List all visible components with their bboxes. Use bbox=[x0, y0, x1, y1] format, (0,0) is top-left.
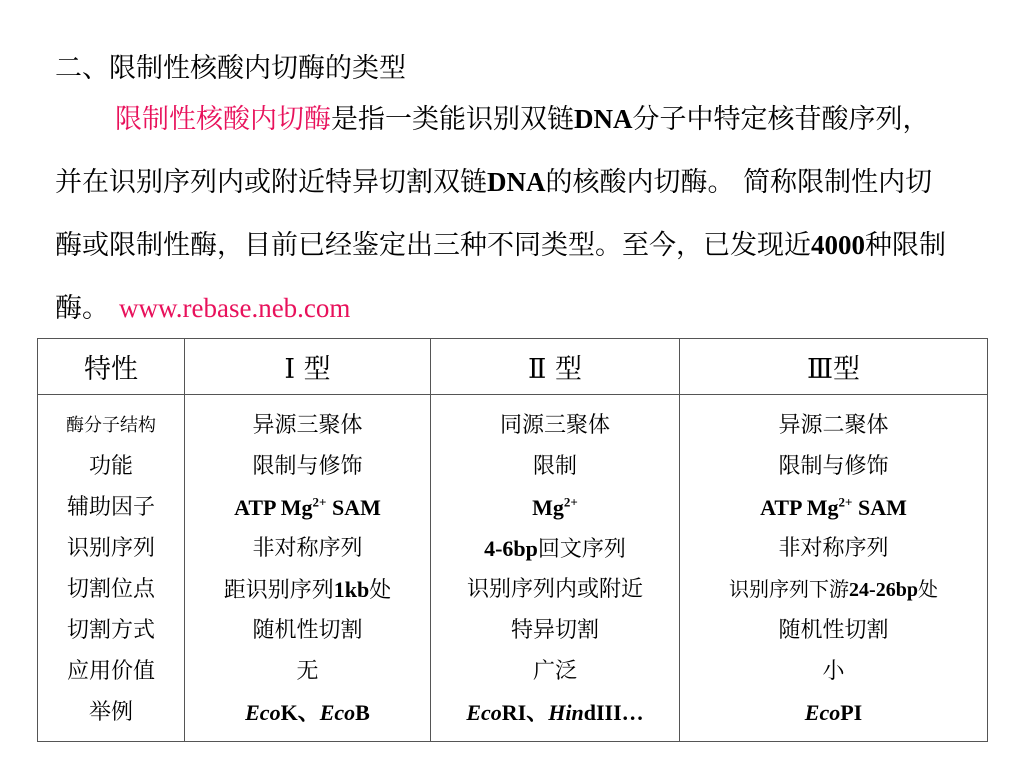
property-label: 举例 bbox=[88, 700, 133, 725]
type-2-column bbox=[431, 395, 680, 742]
type-3-example: EcoPI bbox=[804, 700, 863, 725]
type-2-structure: 同源三聚体 bbox=[499, 413, 610, 438]
header-type-3: Ⅲ型 bbox=[680, 339, 988, 395]
intro-dna-1: DNA bbox=[574, 104, 633, 134]
table-header-row bbox=[38, 339, 988, 395]
type-3-column bbox=[680, 395, 988, 742]
type-3-recognition: 非对称序列 bbox=[778, 536, 889, 561]
intro-dna-2: DNA bbox=[487, 167, 546, 197]
type-1-structure: 异源三聚体 bbox=[252, 413, 363, 438]
table-body-row bbox=[38, 395, 988, 742]
type-1-cleavage: 随机性切割 bbox=[252, 618, 363, 643]
type-2-cofactor: $Mg^{2+}$ bbox=[532, 494, 578, 520]
property-label: 识别序列 bbox=[66, 536, 155, 561]
rebase-link[interactable]: www.rebase.neb.com bbox=[119, 293, 351, 323]
type-3-structure: 异源二聚体 bbox=[778, 413, 889, 438]
intro-paragraph bbox=[55, 88, 955, 340]
type-1-examples: EcoK、EcoB bbox=[245, 700, 370, 725]
intro-text-4: 种限制酶。 bbox=[55, 230, 946, 324]
type-3-cofactor: ATP $Mg^{2+}$ SAM bbox=[760, 494, 907, 520]
section-heading: 二、限制性核酸内切酶的类型 bbox=[55, 53, 406, 84]
type-1-cofactor: ATP $Mg^{2+}$ SAM bbox=[234, 494, 381, 520]
type-1-value: 无 bbox=[296, 659, 319, 684]
property-label: 应用价值 bbox=[66, 659, 155, 684]
type-2-site: 识别序列内或附近 bbox=[466, 577, 643, 602]
type-1-recognition: 非对称序列 bbox=[252, 536, 363, 561]
intro-text-2: 分子中特定核苷酸序列，并在识别序列内或附近特异切割双链 bbox=[55, 104, 930, 198]
enzyme-count: 4000 bbox=[811, 230, 865, 260]
type-2-examples: EcoRI、HindIII… bbox=[466, 700, 644, 725]
header-type-1: Ⅰ 型 bbox=[185, 339, 431, 395]
header-type-2: Ⅱ 型 bbox=[431, 339, 680, 395]
type-3-value: 小 bbox=[822, 659, 845, 684]
type-3-function: 限制与修饰 bbox=[778, 454, 889, 479]
type-2-recognition: 4-6bp回文序列 bbox=[484, 536, 626, 562]
type-2-function: 限制 bbox=[532, 454, 577, 479]
type-1-column bbox=[185, 395, 431, 742]
intro-text-3: 的核酸内切酶。 简称限制性内切酶或限制性酶，目前已经鉴定出三种不同类型。至今，已发现近 bbox=[55, 167, 933, 261]
type-2-value: 广泛 bbox=[532, 659, 577, 684]
highlighted-term: 限制性核酸内切酶 bbox=[115, 104, 331, 135]
property-column bbox=[38, 395, 185, 742]
property-label: 功能 bbox=[88, 454, 133, 479]
header-property: 特性 bbox=[38, 339, 185, 395]
property-label: 辅助因子 bbox=[66, 495, 155, 520]
type-3-cleavage: 随机性切割 bbox=[778, 618, 889, 643]
type-2-cleavage: 特异切割 bbox=[510, 618, 599, 643]
property-label: 切割位点 bbox=[66, 577, 155, 602]
type-3-site: 识别序列下游24-26bp处 bbox=[729, 577, 938, 601]
intro-text-1: 是指一类能识别双链 bbox=[331, 104, 574, 135]
property-label: 酶分子结构 bbox=[66, 415, 156, 436]
type-1-site: 距识别序列1kb处 bbox=[223, 577, 392, 603]
property-label: 切割方式 bbox=[66, 618, 155, 643]
enzyme-types-table bbox=[37, 338, 988, 742]
type-1-function: 限制与修饰 bbox=[252, 454, 363, 479]
